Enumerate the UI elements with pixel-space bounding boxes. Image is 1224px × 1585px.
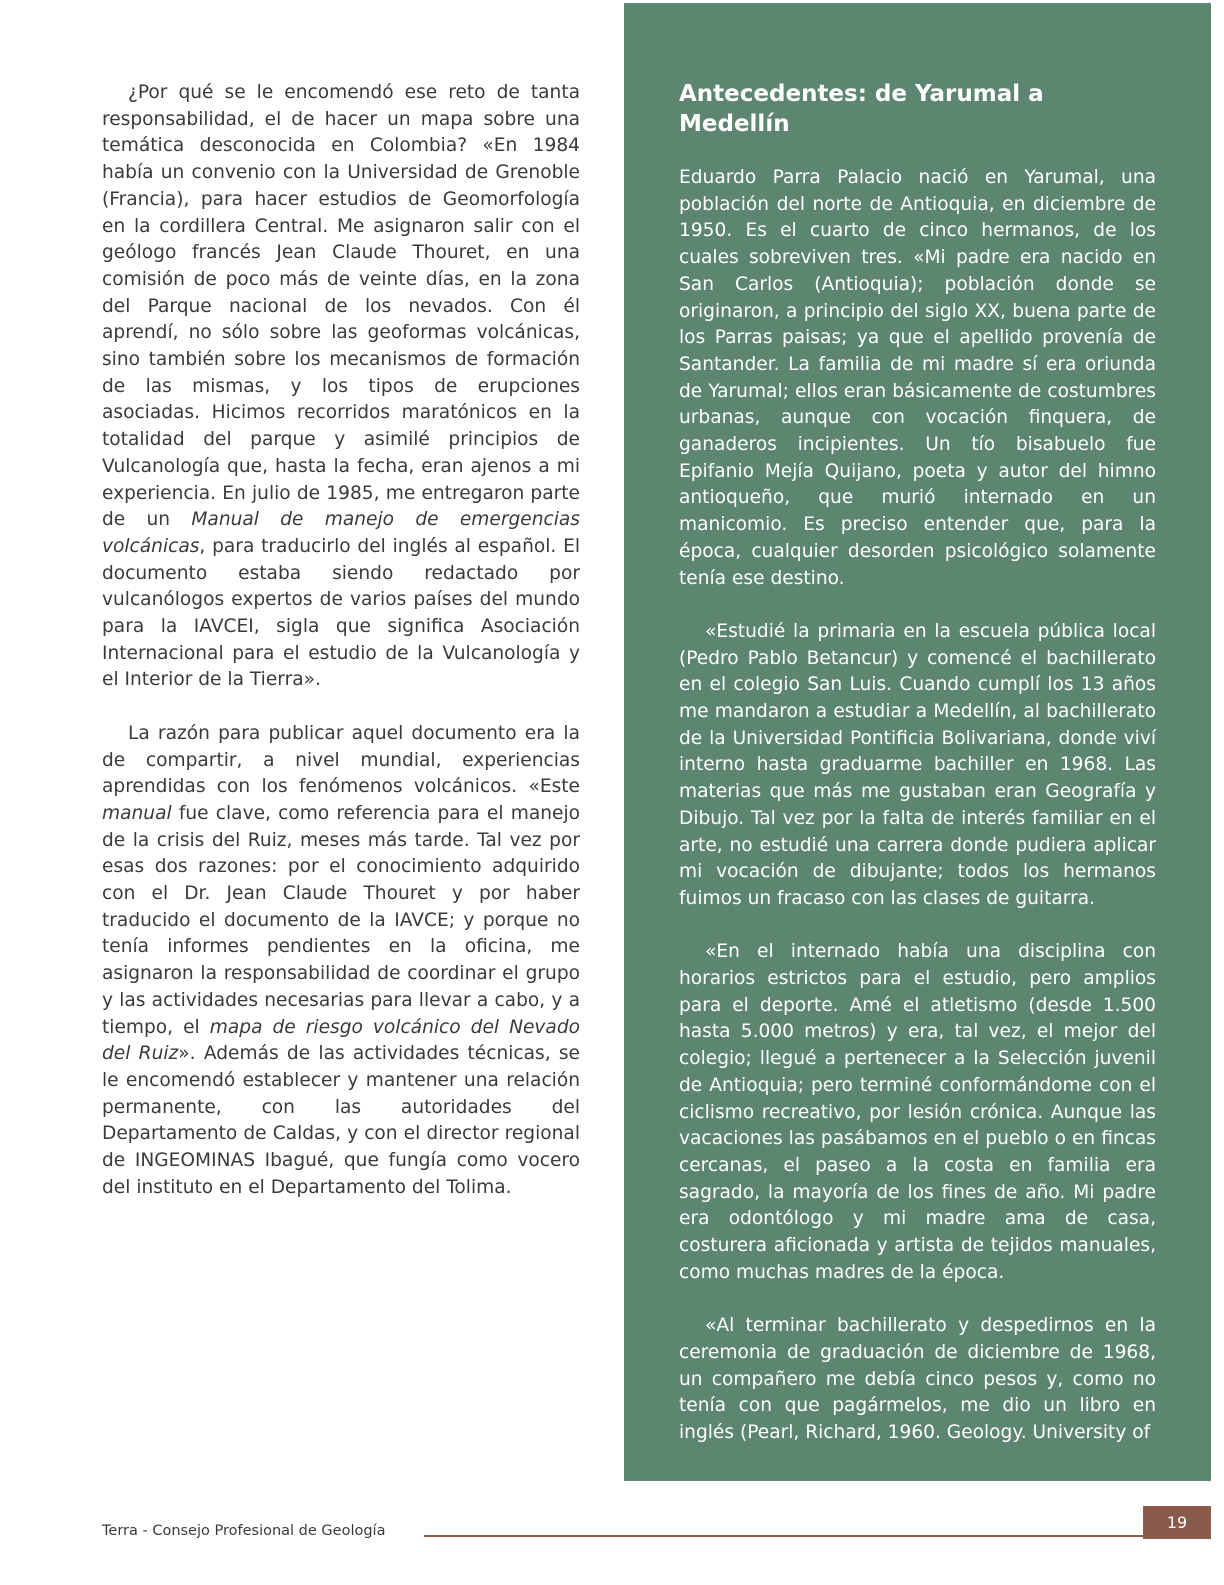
footer-publication: Terra - Consejo Profesional de Geología [102,1523,386,1539]
sidebar-paragraph: «En el internado había una disciplina con horarios estrictos para el estudio, pero amplios para el deporte. Amé el atletismo (desde 1.500 hasta 5.000 metros) y era, tal vez, el mejor del colegio; llegué a pertenecer a la Selección juvenil de Antioquia; pero terminé conformándome con el ciclismo recreativo, por lesión crónica. Aunque las vacaciones las pasábamos en el pueblo o en fincas cercanas, el paseo a la costa en familia era sagrado, la mayoría de los fines de año. Mi padre era odontólogo y mi madre ama de casa, costurera aficionada y artista de tejidos manuales, como muchas madres de la época. [679,941,1156,1283]
page-number: 19 [1143,1506,1211,1539]
sidebar-title: Antecedentes: de Yarumal a Medellín [679,81,1044,137]
paragraph-2: La razón para publicar aquel documento era la de compartir, a nivel mundial, experiencias aprendidas con los fenómenos volcánicos. «Este manual fue clave, como referencia para el manejo de la crisis del Ruiz, meses más tarde. Tal vez por esas dos razones: por el conocimiento adquirido con el Dr. Jean Claude Thouret y por haber traducido el documento de la IAVCE; y porque no tenía informes pendientes en la oficina, me asignaron la responsabilidad de coordinar el grupo y las actividades necesarias para llevar a cabo, y a tiempo, el mapa de riesgo volcánico del Nevado del Ruiz». Además de las actividades técnicas, se le encomendó establecer y mantener una relación permanente, con las autoridades del Departamento de Caldas, y con el director regional de INGEOMINAS Ibagué, que fungía como vocero del instituto en el Departamento del Tolima. [102,722,581,1198]
sidebar-box [624,3,1211,1481]
sidebar-paragraph: «Estudié la primaria en la escuela pública local (Pedro Pablo Betancur) y comencé el bachillerato en el colegio San Luis. Cuando cumplí los 13 años me mandaron a estudiar a Medellín, al bachillerato de la Universidad Pontificia Bolivariana, donde viví interno hasta graduarme bachiller en 1968. Las materias que más me gustaban eran Geografía y Dibujo. Tal vez por la falta de interés familiar en el arte, no estudié una carrera donde pudiera aplicar mi vocación de dibujante; todos los hermanos fuimos un fracaso con las clases de guitarra. [679,620,1156,909]
main-column [102,80,580,1202]
footer-rule [424,1535,1143,1537]
paragraph-1: ¿Por qué se le encomendó ese reto de tanta responsabilidad, el de hacer un mapa sobre una temática desconocida en Colombia? «En 1984 había un convenio con la Universidad de Grenoble (Francia), para hacer estudios de Geomorfología en la cordillera Central. Me asignaron salir con el geólogo francés Jean Claude Thouret, en una comisión de poco más de veinte días, en la zona del Parque nacional de los nevados. Con él aprendí, no sólo sobre las geoformas volcánicas, sino también sobre los mecanismos de formación de las mismas, y los tipos de erupciones asociadas. Hicimos recorridos maratónicos en la totalidad del parque y asimilé principios de Vulcanología que, hasta la fecha, eran ajenos a mi experiencia. En julio de 1985, me entregaron parte de un Manual de manejo de emergencias volcánicas, para traducirlo del inglés al español. El documento estaba siendo redactado por vulcanólogos expertos de varios países del mundo para la IAVCEI, sigla que significa Asociación Internacional para el estudio de la Vulcanología y el Interior de la Tierra». [102,82,580,691]
sidebar-paragraph: Eduardo Parra Palacio nació en Yarumal, una población del norte de Antioquia, en diciembre de 1950. Es el cuarto de cinco hermanos, de los cuales sobreviven tres. «Mi padre era nacido en San Carlos (Antioquia); población donde se originaron, a principio del siglo XX, buena parte de los Parras paisas; ya que el apellido provenía de Santander. La familia de mi madre sí era oriunda de Yarumal; ellos eran básicamente de costumbres urbanas, aunque con vocación finquera, de ganaderos incipientes. Un tío bisabuelo fue Epifanio Mejía Quijano, poeta y autor del himno antioqueño, que murió internado en un manicomio. Es preciso entender que, para la época, cualquier desorden psicológico solamente tenía ese destino. [679,167,1156,589]
sidebar-paragraph: «Al terminar bachillerato y despedirnos en la ceremonia de graduación de diciembre de 1968, un compañero me debía cinco pesos y, como no tenía con que pagármelos, me dio un libro en inglés (Pearl, Richard, 1960. Geology. University of [679,1315,1156,1443]
